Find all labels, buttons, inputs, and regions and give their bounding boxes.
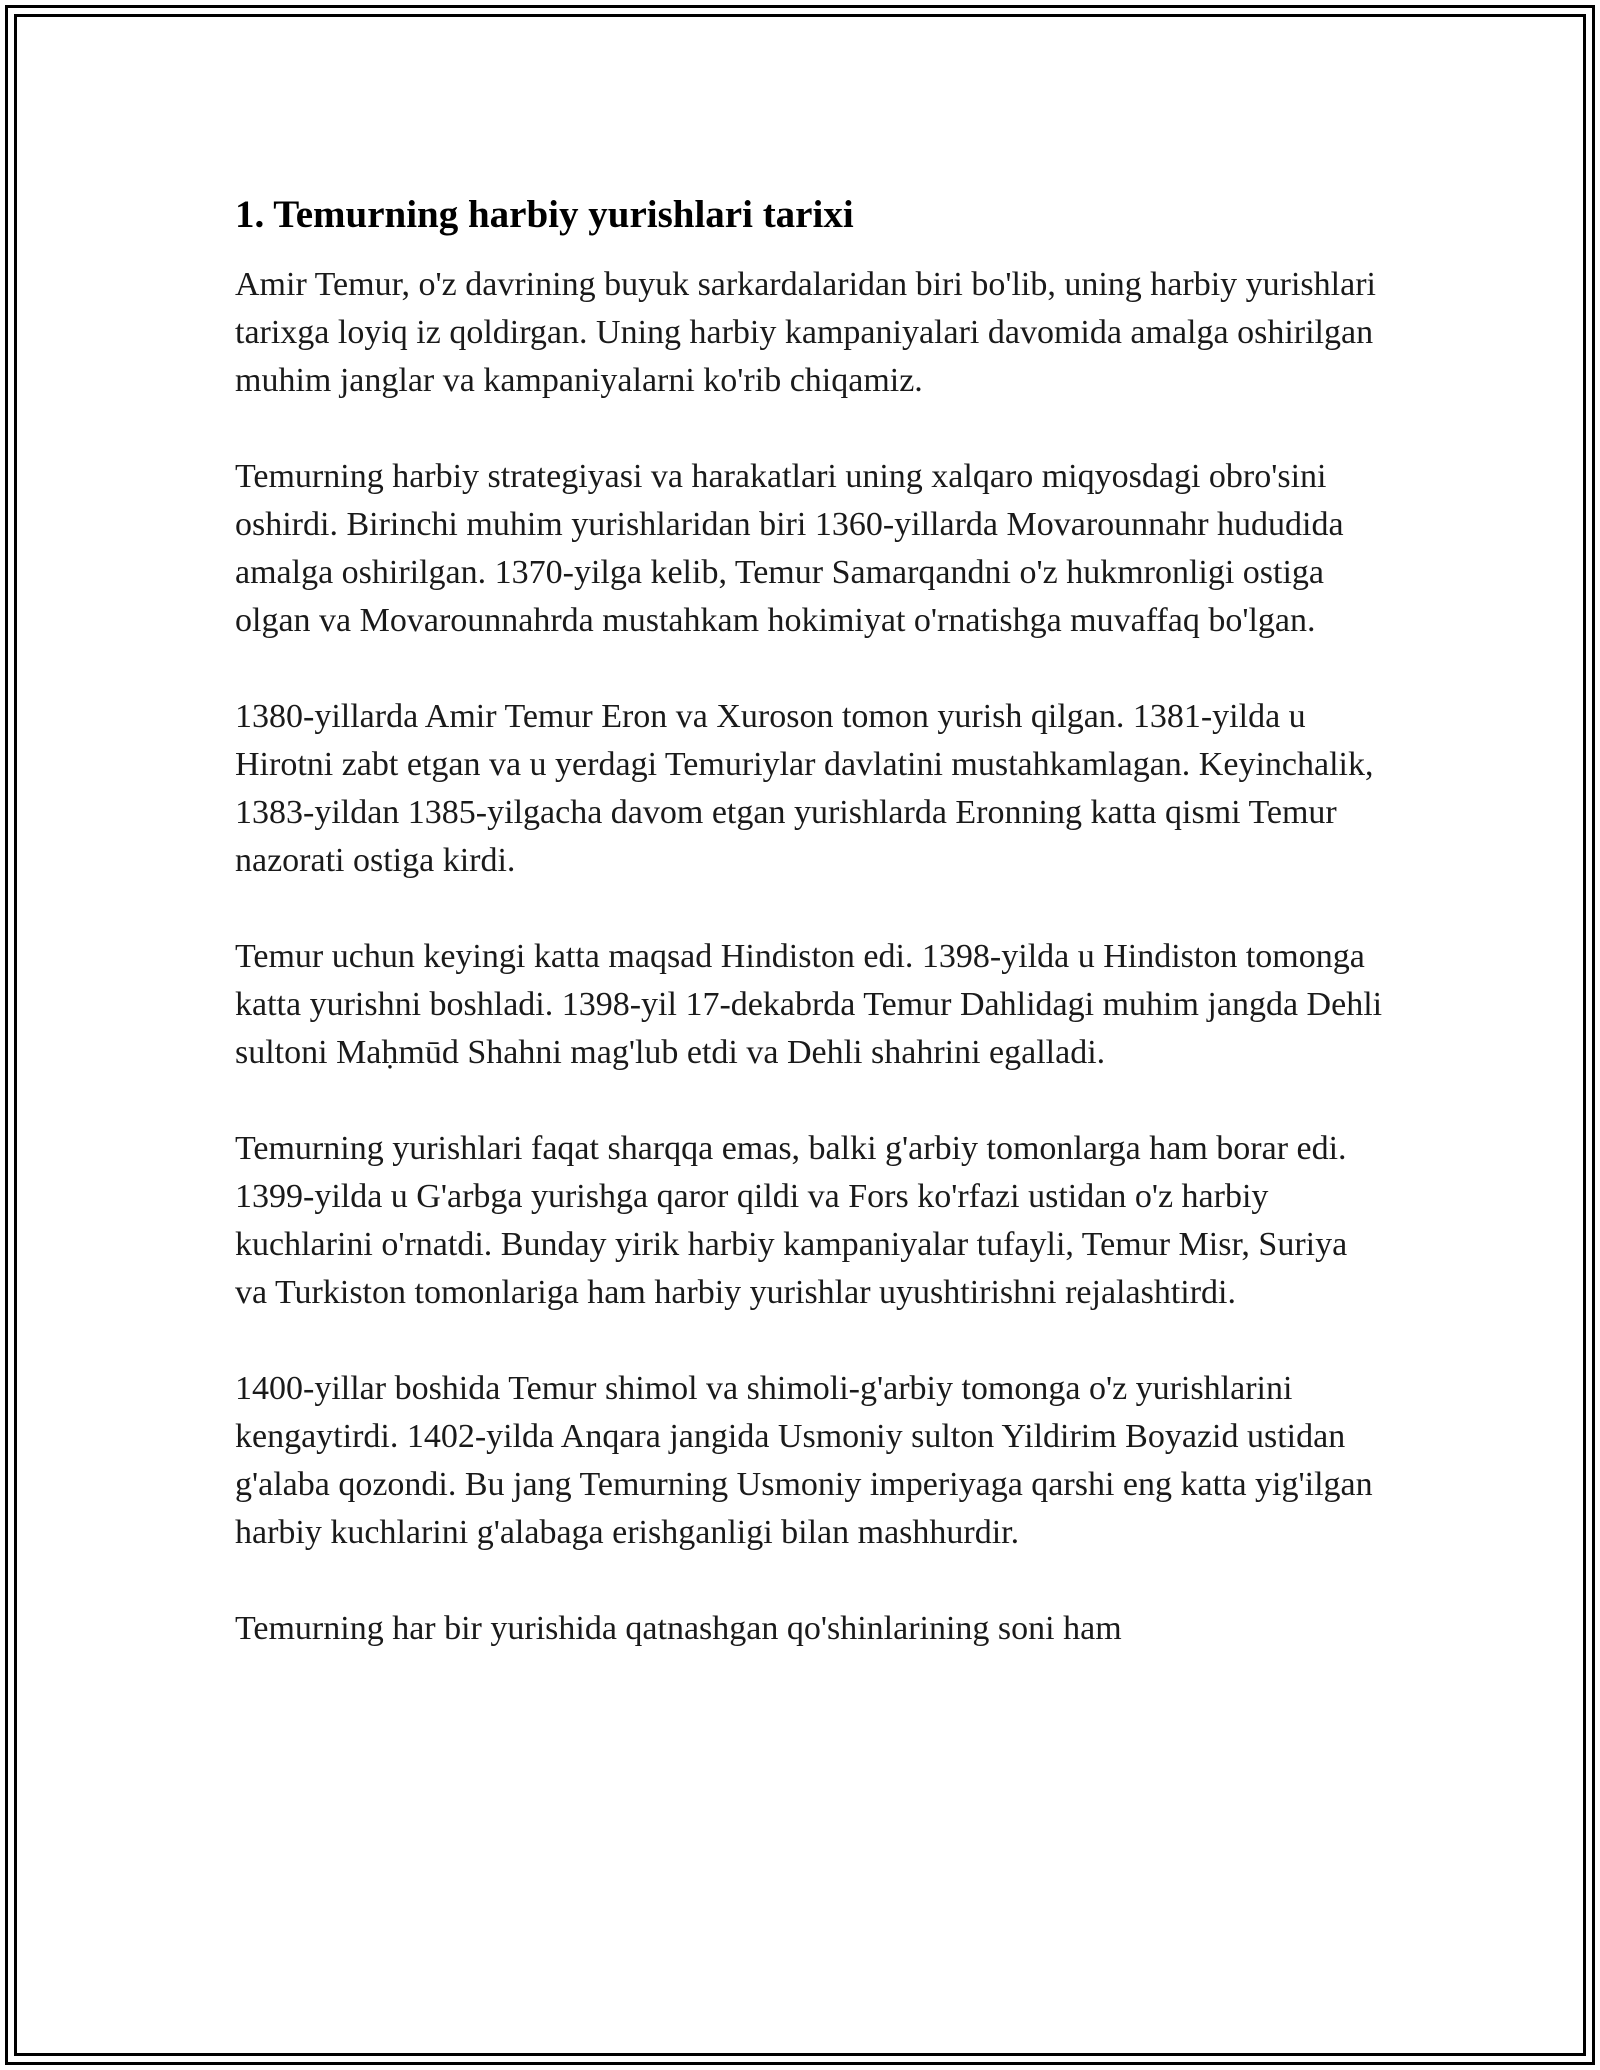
paragraph-6: 1400-yillar boshida Temur shimol va shimoli-g'arbiy tomonga o'z yurishlarini kengaytirdi. 1402-yilda Anqara jangida Usmoniy sulton Yildirim Boyazid ustidan g'alaba qozondi. Bu jang Temurning Usmoniy imperiyaga qarshi eng katta yig'ilgan harbiy kuchlarini g'alabaga erishganligi bilan mashhurdir. [235, 1370, 1373, 1551]
paragraph-2: Temurning harbiy strategiyasi va harakatlari uning xalqaro miqyosdagi obro'sini oshirdi. Birinchi muhim yurishlaridan biri 1360-yillarda Movarounnahr hududida amalga oshirilgan. 1370-yilga kelib, Temur Samarqandni o'z hukmronligi ostiga olgan va Movarounnahrda mustahkam hokimiyat o'rnatishga muvaffaq bo'lgan. [235, 458, 1344, 639]
paragraph-3: 1380-yillarda Amir Temur Eron va Xuroson tomon yurish qilgan. 1381-yilda u Hirotni zabt etgan va u yerdagi Temuriylar davlatini mustahkamlagan. Keyinchalik, 1383-yildan 1385-yilgacha davom etgan yurishlarda Eronning katta qismi Temur nazorati ostiga kirdi. [235, 698, 1374, 879]
document-body [235, 187, 1385, 1701]
section-heading: 1. Temurning harbiy yurishlari tarixi [235, 193, 854, 236]
paragraph-4: Temur uchun keyingi katta maqsad Hindiston edi. 1398-yilda u Hindiston tomonga katta yurishni boshladi. 1398-yil 17-dekabrda Temur Dahlidagi muhim jangda Dehli sultoni Maḥmūd Shahni mag'lub etdi va Dehli shahrini egalladi. [235, 938, 1383, 1071]
paragraph-7: Temurning har bir yurishida qatnashgan qo'shinlarining soni ham [235, 1610, 1122, 1647]
paragraph-1: Amir Temur, o'z davrining buyuk sarkardalaridan biri bo'lib, uning harbiy yurishlari tarixga loyiq iz qoldirgan. Uning harbiy kampaniyalari davomida amalga oshirilgan muhim janglar va kampaniyalarni ko'rib chiqamiz. [235, 266, 1376, 399]
paragraph-5: Temurning yurishlari faqat sharqqa emas, balki g'arbiy tomonlarga ham borar edi. 1399-yilda u G'arbga yurishga qaror qildi va Fors ko'rfazi ustidan o'z harbiy kuchlarini o'rnatdi. Bunday yirik harbiy kampaniyalar tufayli, Temur Misr, Suriya va Turkiston tomonlariga ham harbiy yurishlar uyushtirishni rejalashtirdi. [235, 1130, 1348, 1311]
